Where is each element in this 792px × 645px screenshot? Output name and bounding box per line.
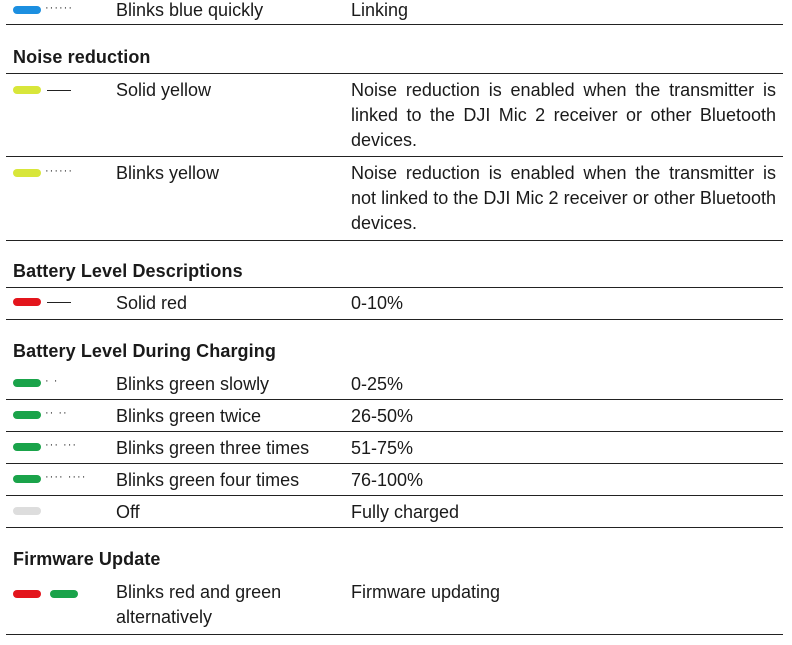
led-state: Solid red [116, 293, 188, 313]
led-state: Solid yellow [116, 80, 212, 100]
section-title-charging: Battery Level During Charging [13, 341, 276, 361]
table-row [6, 400, 783, 432]
solid-pattern-icon [47, 302, 71, 303]
section-header [6, 320, 783, 367]
led-description: Noise reduction is enabled when the transmitter is linked to the DJI Mic 2 receiver or other Bluetooth devices. [351, 80, 776, 150]
led-state: Blinks yellow [116, 163, 220, 183]
yellow-led-icon [13, 169, 41, 177]
blink-pattern-icon: ··· ··· [45, 439, 78, 451]
blink-pattern-icon: ···· ···· [45, 471, 87, 483]
table-row [6, 0, 783, 25]
led-description: Linking [351, 0, 409, 20]
blue-led-icon [13, 6, 41, 14]
section-header [6, 25, 783, 74]
table-row [6, 367, 783, 400]
led-indicator [13, 471, 87, 483]
table-row [6, 74, 783, 157]
blink-pattern-icon: ·· ·· [45, 407, 68, 419]
table-row [6, 157, 783, 241]
led-description: 51-75% [351, 438, 414, 458]
table-row [6, 496, 783, 528]
led-state: Blinks blue quickly [116, 0, 264, 20]
led-description: 0-25% [351, 374, 404, 394]
led-description: 76-100% [351, 470, 424, 490]
led-indicator [13, 165, 73, 177]
table-row [6, 464, 783, 496]
led-state: Blinks red and green alternatively [116, 582, 282, 627]
red-led-icon [13, 298, 41, 306]
led-state: Blinks green three times [116, 438, 310, 458]
section-header [6, 528, 783, 575]
led-description: 26-50% [351, 406, 414, 426]
led-indicator [13, 298, 71, 306]
led-state: Blinks green twice [116, 406, 262, 426]
led-indicator [13, 407, 68, 419]
blink-pattern-icon: ······ [45, 2, 73, 14]
green-led-icon [13, 443, 41, 451]
led-indicator [13, 375, 59, 387]
table-row [6, 432, 783, 464]
led-description: 0-10% [351, 293, 404, 313]
solid-pattern-icon [47, 90, 71, 91]
red-led-icon [13, 590, 41, 598]
section-title-battery-level: Battery Level Descriptions [13, 261, 243, 281]
led-indicator [13, 507, 41, 515]
led-state: Blinks green four times [116, 470, 300, 490]
table-row [6, 288, 783, 320]
blink-pattern-icon: ······ [45, 165, 73, 177]
section-title-firmware-update: Firmware Update [13, 549, 161, 569]
led-description: Fully charged [351, 502, 460, 522]
table-row [6, 575, 783, 635]
led-indicator [13, 590, 78, 598]
section-header [6, 241, 783, 288]
led-indicator [13, 439, 78, 451]
yellow-led-icon [13, 86, 41, 94]
green-led-icon [50, 590, 78, 598]
off-led-icon [13, 507, 41, 515]
green-led-icon [13, 379, 41, 387]
green-led-icon [13, 475, 41, 483]
led-state: Blinks green slowly [116, 374, 270, 394]
led-description: Noise reduction is enabled when the transmitter is not linked to the DJI Mic 2 receiver or other Bluetooth devices. [351, 163, 776, 233]
led-indicator [13, 86, 71, 94]
blink-pattern-icon: · · [45, 375, 59, 387]
led-state: Off [116, 502, 140, 522]
led-indicator [13, 2, 73, 14]
green-led-icon [13, 411, 41, 419]
section-title-noise-reduction: Noise reduction [13, 47, 151, 67]
led-description: Firmware updating [351, 582, 501, 602]
